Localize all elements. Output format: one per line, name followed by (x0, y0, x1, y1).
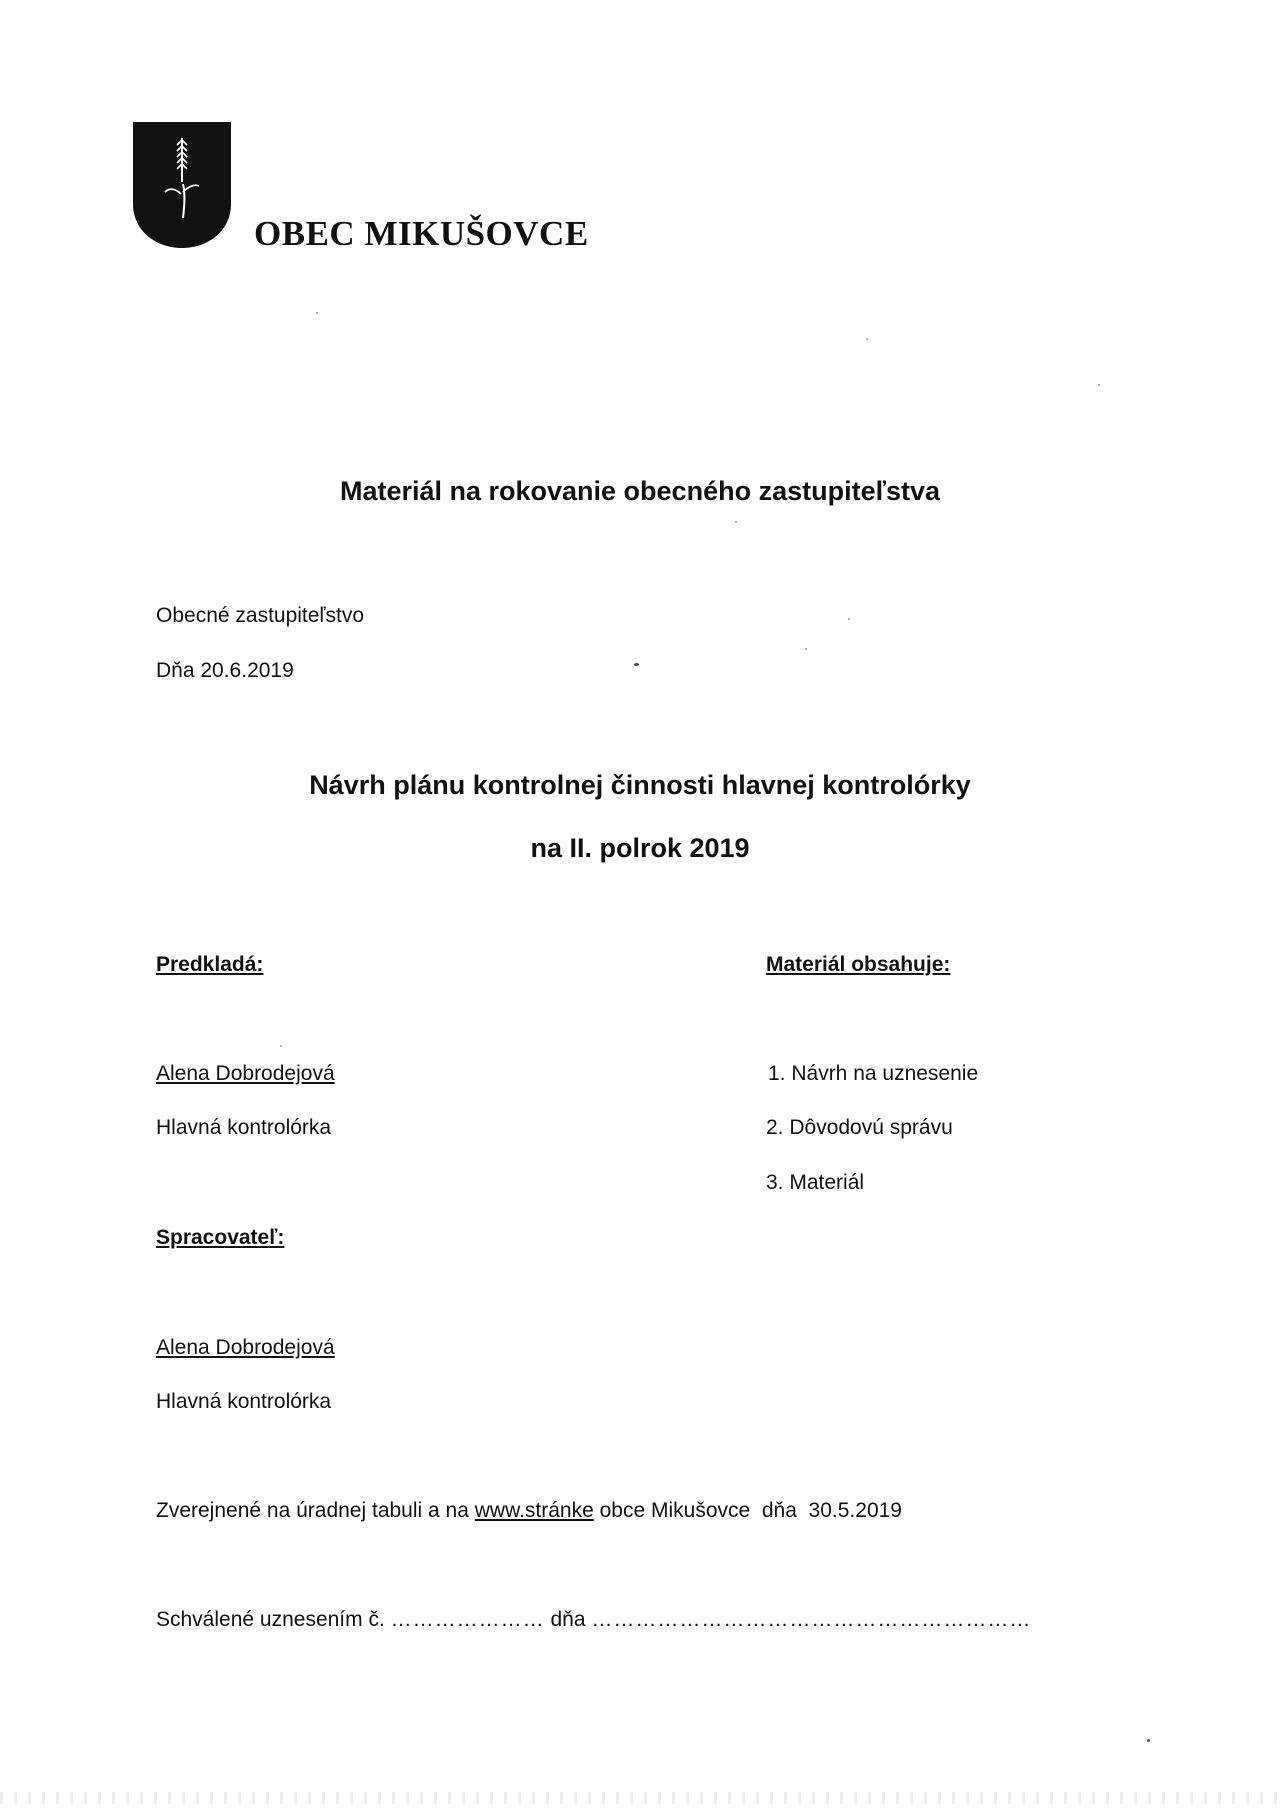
meeting-date: Dňa 20.6.2019 (156, 659, 294, 682)
resolution-number-blank: ………………… (390, 1608, 545, 1631)
website-link: www.stránke (474, 1499, 594, 1522)
submitter-role: Hlavná kontrolórka (156, 1116, 332, 1139)
subject-title-line-1: Návrh plánu kontrolnej činnosti hlavnej kontrolórky (309, 770, 971, 800)
processor-role: Hlavná kontrolórka (156, 1390, 332, 1413)
processor-label: Spracovateľ: (156, 1226, 285, 1249)
contents-item-2: 2. Dôvodovú správu (766, 1116, 953, 1139)
contents-item-1: 1. Návrh na uznesenie (768, 1062, 979, 1085)
submitter-label: Predkladá: (156, 953, 264, 976)
scan-artifact (0, 1792, 1280, 1804)
submitter-name: Alena Dobrodejová (156, 1062, 335, 1085)
contents-label: Materiál obsahuje: (766, 953, 951, 976)
document-title: Materiál na rokovanie obecného zastupiteľstva (339, 476, 941, 506)
publication-line (156, 1499, 902, 1523)
approval-date-blank: …………………………………………………… (591, 1608, 1032, 1631)
publication-prefix: Zverejnené na úradnej tabuli a na (156, 1499, 475, 1522)
processor-name: Alena Dobrodejová (156, 1336, 335, 1359)
council-line: Obecné zastupiteľstvo (156, 604, 365, 627)
coat-of-arms-icon (133, 122, 231, 248)
publication-suffix: obce Mikušovce dňa 30.5.2019 (593, 1499, 902, 1522)
municipality-name: OBEC MIKUŠOVCE (254, 214, 589, 253)
subject-title-line-2: na II. polrok 2019 (530, 833, 750, 863)
approval-prefix: Schválené uznesením č. (156, 1608, 385, 1631)
approval-date-word: dňa (550, 1608, 586, 1631)
approval-line (156, 1608, 1031, 1632)
contents-item-3: 3. Materiál (766, 1171, 865, 1194)
